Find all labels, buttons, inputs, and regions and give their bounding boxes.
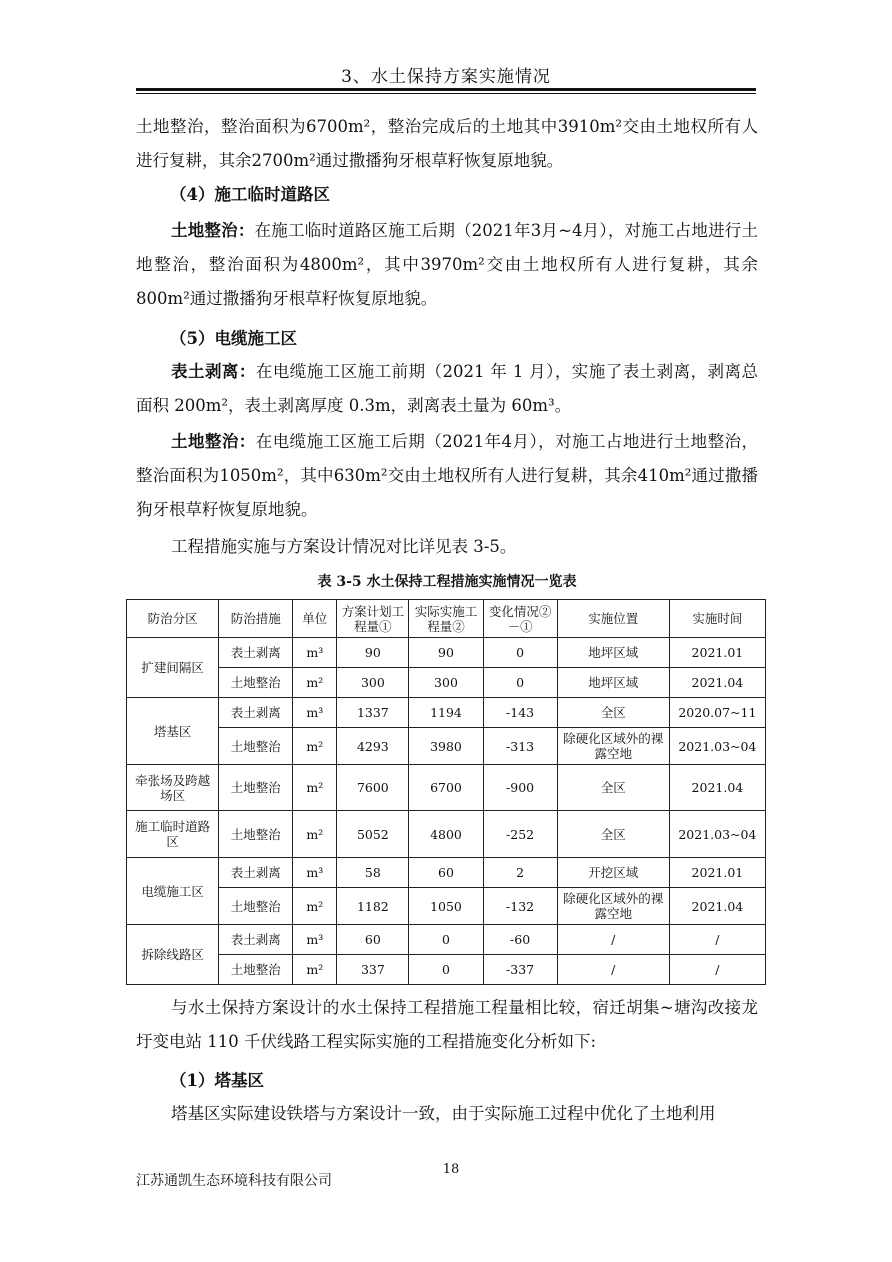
table-cell: / [557,925,669,955]
table-cell: 除硬化区域外的裸露空地 [557,888,669,925]
header-rule-thick [136,88,756,91]
table-cell: -252 [483,811,557,858]
table-cell: m² [293,888,337,925]
table-caption: 表 3-5 水土保持工程措施实施情况一览表 [317,574,577,590]
table-cell: -337 [483,955,557,985]
table-cell: m² [293,811,337,858]
footer-company: 江苏通凯生态环境科技有限公司 [136,1173,332,1189]
table-cell: 90 [337,638,409,668]
table-cell: m² [293,765,337,811]
table-cell: 开挖区域 [557,858,669,888]
paragraph-topsoil [136,355,758,423]
paragraph-tower-base: 塔基区实际建设铁塔与方案设计一致，由于实际施工过程中优化了土地利用 [171,1104,716,1123]
label-land-rehab-2: 土地整治： [171,432,256,451]
table-cell: -313 [483,728,557,765]
paragraph-comparison: 与水土保持方案设计的水土保持工程措施工程量相比较，宿迁胡集~塘沟改接龙圩变电站 110 千伏线路工程实际实施的工程措施变化分析如下: [136,998,758,1051]
table-cell: 300 [337,668,409,698]
table-cell: 60 [409,858,483,888]
header-rule-thin [136,93,756,94]
table-cell: 土地整治 [219,668,293,698]
table-cell: 土地整治 [219,955,293,985]
section-heading-tower-base: （1）塔基区 [170,1071,264,1090]
table-cell: m³ [293,858,337,888]
paragraph-cable-rehab [136,425,758,527]
table-cell: 土地整治 [219,811,293,858]
table-cell: -143 [483,698,557,728]
table-cell: 5052 [337,811,409,858]
zone-cell: 扩建间隔区 [127,638,219,698]
section-heading-temp-road: （4）施工临时道路区 [170,185,330,204]
table-cell: 4293 [337,728,409,765]
zone-cell: 塔基区 [127,698,219,765]
table-cell: / [669,925,765,955]
table-cell: 1194 [409,698,483,728]
table-row [127,668,766,698]
label-topsoil: 表土剥离： [171,362,256,381]
paragraph-land-rehab-1: 土地整治，整治面积为6700m²，整治完成后的土地其中3910m²交由土地权所有人进行复耕，其余2700m²通过撒播狗牙根草籽恢复原地貌。 [136,117,758,170]
header-cell: 实施位置 [557,600,669,638]
table-cell: 2021.04 [669,765,765,811]
table-cell: 58 [337,858,409,888]
header-cell: 方案计划工程量① [337,600,409,638]
header-cell: 实际实施工程量② [409,600,483,638]
table-cell: 2021.03~04 [669,811,765,858]
header-cell: 单位 [293,600,337,638]
table-cell: / [669,955,765,985]
paragraph-cable-rehab-text: 在电缆施工区施工后期（2021年4月），对施工占地进行土地整治，整治面积为1050m²，其中630m²交由土地权所有人进行复耕，其余410m²通过撒播狗牙根草籽恢复原地貌。 [136,432,759,519]
paragraph-temp-road [136,214,758,316]
table-cell: 7600 [337,765,409,811]
table-cell: / [557,955,669,985]
table-cell: 土地整治 [219,888,293,925]
table-cell: 地坪区域 [557,668,669,698]
table-cell: 地坪区域 [557,638,669,668]
table-row [127,811,766,858]
table-cell: 全区 [557,811,669,858]
table-cell: 0 [483,638,557,668]
table-cell: m² [293,728,337,765]
table-cell: m² [293,955,337,985]
header-cell: 防治措施 [219,600,293,638]
table-cell: m³ [293,925,337,955]
table-cell: 2020.07~11 [669,698,765,728]
paragraph-topsoil-text: 在电缆施工区施工前期（2021 年 1 月），实施了表土剥离，剥离总面积 200m²，表土剥离厚度 0.3m，剥离表土量为 60m³。 [136,362,758,415]
label-land-rehab: 土地整治： [171,221,255,240]
table-cell: 1050 [409,888,483,925]
table-row [127,698,766,728]
table-cell: -132 [483,888,557,925]
table-cell: 3980 [409,728,483,765]
table-cell: 2021.04 [669,668,765,698]
table-row [127,888,766,925]
table-row [127,858,766,888]
table-row [127,765,766,811]
table-cell: 0 [483,668,557,698]
zone-cell: 电缆施工区 [127,858,219,925]
table-cell: 全区 [557,698,669,728]
table-cell: 2 [483,858,557,888]
table-cell: 300 [409,668,483,698]
zone-cell: 拆除线路区 [127,925,219,985]
table-cell: 4800 [409,811,483,858]
paragraph-table-ref: 工程措施实施与方案设计情况对比详见表 3-5。 [171,537,517,556]
zone-cell: 牵张场及跨越场区 [127,765,219,811]
table-row [127,638,766,668]
paragraph-temp-road-text: 在施工临时道路区施工后期（2021年3月~4月），对施工占地进行土地整治，整治面积为4800m²，其中3970m²交由土地权所有人进行复耕，其余800m²通过撒播狗牙根草籽恢复原地貌。 [136,221,759,308]
table-cell: 60 [337,925,409,955]
table-cell: 2021.04 [669,888,765,925]
table-cell: m² [293,668,337,698]
table-cell: 表土剥离 [219,698,293,728]
table-cell: 1337 [337,698,409,728]
table-cell: 1182 [337,888,409,925]
zone-cell: 施工临时道路区 [127,811,219,858]
table-cell: 2021.01 [669,858,765,888]
header-cell: 防治分区 [127,600,219,638]
table-cell: -60 [483,925,557,955]
header-cell: 实施时间 [669,600,765,638]
table-cell: m³ [293,638,337,668]
table-cell: 0 [409,955,483,985]
table-cell: 2021.03~04 [669,728,765,765]
table-cell: 全区 [557,765,669,811]
table-cell: m³ [293,698,337,728]
header-cell: 变化情况②－① [483,600,557,638]
table-header-row [127,600,766,638]
table-cell: 表土剥离 [219,925,293,955]
page-header: 3、水土保持方案实施情况 [341,67,551,87]
table-row [127,728,766,765]
table-cell: 337 [337,955,409,985]
table-cell: 表土剥离 [219,858,293,888]
table-cell: 2021.01 [669,638,765,668]
table-cell: 6700 [409,765,483,811]
table-cell: 90 [409,638,483,668]
table-cell: 土地整治 [219,765,293,811]
table-row [127,925,766,955]
table-cell: 0 [409,925,483,955]
table-cell: 除硬化区域外的裸露空地 [557,728,669,765]
page-number: 18 [442,1162,460,1177]
table-row [127,955,766,985]
table-cell: -900 [483,765,557,811]
measures-table [126,599,766,985]
table-cell: 土地整治 [219,728,293,765]
section-heading-cable: （5）电缆施工区 [170,329,297,348]
table-cell: 表土剥离 [219,638,293,668]
